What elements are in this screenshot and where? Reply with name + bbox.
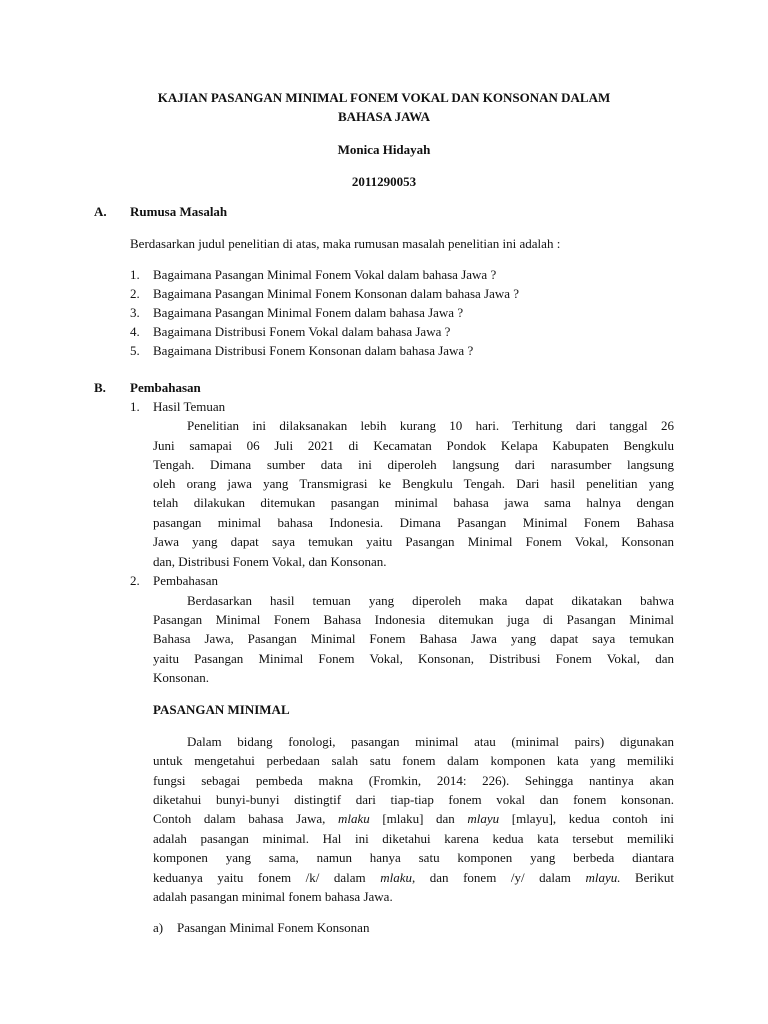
paragraph-line: Berdasarkan hasil temuan yang diperoleh maka dapat dikatakan bahwa: [187, 593, 674, 608]
subsection-number: 2.: [130, 573, 140, 588]
paragraph-line: yaitu Pasangan Minimal Fonem Vokal, Konsonan, Distribusi Fonem Vokal, dan: [153, 651, 674, 666]
list-item: Bagaimana Pasangan Minimal Fonem Konsonan dalam bahasa Jawa ?: [153, 286, 520, 301]
paragraph-line: Dalam bidang fonologi, pasangan minimal atau (minimal pairs) digunakan: [187, 734, 674, 749]
paragraph-line: Bahasa Jawa, Pasangan Minimal Fonem Bahasa Jawa yang dapat saya temukan: [153, 631, 674, 646]
paragraph-line: [153, 868, 674, 887]
paragraph-line: diketahui bunyi-bunyi distingtif dari tiap-tiap fonem vokal dan fonem konsonan.: [153, 792, 674, 807]
paragraph-line: Jawa yang dapat saya temukan yaitu Pasangan Minimal Fonem Vokal, Konsonan: [153, 534, 674, 549]
text-fragment: Berikut: [635, 870, 675, 885]
list-item: Bagaimana Pasangan Minimal Fonem dalam bahasa Jawa ?: [153, 305, 464, 320]
text-fragment: [mlayu], kedua contoh ini: [511, 811, 675, 826]
section-b-heading: Pembahasan: [130, 380, 201, 395]
paragraph-line: Penelitian ini dilaksanakan lebih kurang 10 hari. Terhitung dari tanggal 26: [187, 418, 674, 433]
paragraph-line: [153, 809, 674, 828]
text-fragment: Contoh dalam bahasa Jawa,: [153, 811, 326, 826]
italic-term: mlaku: [337, 811, 370, 826]
document-title-line-1: KAJIAN PASANGAN MINIMAL FONEM VOKAL DAN KONSONAN DALAM: [157, 90, 611, 105]
student-id: 2011290053: [351, 174, 417, 189]
text-fragment: keduanya yaitu fonem /k/ dalam: [153, 870, 366, 885]
sub-list-label: Pasangan Minimal Fonem Konsonan: [177, 920, 370, 935]
paragraph-line: fungsi sebagai pembeda makna (Fromkin, 2014: 226). Sehingga nantinya akan: [153, 773, 674, 788]
list-item-number: 2.: [130, 286, 140, 301]
italic-term: mlayu.: [585, 870, 621, 885]
paragraph-line: dan, Distribusi Fonem Vokal, dan Konsonan.: [153, 554, 387, 569]
paragraph-line: telah dilakukan ditemukan pasangan minimal bahasa jawa sama halnya dengan: [153, 495, 674, 510]
text-fragment: , dan fonem /y/ dalam: [412, 870, 571, 885]
subsection-number: 1.: [130, 399, 140, 414]
author-name: Monica Hidayah: [337, 142, 431, 157]
list-item: Bagaimana Distribusi Fonem Konsonan dalam bahasa Jawa ?: [153, 343, 474, 358]
subsection-label: Hasil Temuan: [153, 399, 226, 414]
paragraph-line: Tengah. Dimana sumber data ini diperoleh langsung dari narasumber langsung: [153, 457, 674, 472]
paragraph-line: Konsonan.: [153, 670, 209, 685]
section-a-intro: Berdasarkan judul penelitian di atas, maka rumusan masalah penelitian ini adalah :: [130, 236, 561, 251]
paragraph-line: pasangan minimal bahasa Indonesia. Dimana Pasangan Minimal Fonem Bahasa: [153, 515, 674, 530]
paragraph-line: Pasangan Minimal Fonem Bahasa Indonesia ditemukan juga di Pasangan Minimal: [153, 612, 674, 627]
text-fragment: [mlaku] dan: [382, 811, 455, 826]
paragraph-line: oleh orang jawa yang Transmigrasi ke Bengkulu Tengah. Dari hasil penelitian yang: [153, 476, 674, 491]
section-a-letter: A.: [94, 204, 107, 219]
list-item-number: 4.: [130, 324, 140, 339]
section-a-heading: Rumusa Masalah: [130, 204, 228, 219]
paragraph-line: komponen yang sama, namun hanya satu komponen yang berbeda diantara: [153, 850, 674, 865]
italic-term: mlaku: [380, 870, 412, 885]
paragraph-line: adalah pasangan minimal. Hal ini diketahui karena kedua kata tersebut memiliki: [153, 831, 674, 846]
paragraph-line: untuk mengetahui perbedaan salah satu fonem dalam komponen kata yang memiliki: [153, 753, 674, 768]
sub-list-letter: a): [153, 920, 164, 935]
list-item-number: 1.: [130, 267, 140, 282]
section-b-letter: B.: [94, 380, 106, 395]
pasangan-minimal-heading: PASANGAN MINIMAL: [153, 702, 290, 717]
paragraph-line: Juni samapai 06 Juli 2021 di Kecamatan Pondok Kelapa Kabupaten Bengkulu: [153, 438, 674, 453]
italic-term: mlayu: [467, 811, 500, 826]
list-item-number: 3.: [130, 305, 140, 320]
list-item-number: 5.: [130, 343, 140, 358]
document-title-line-2: BAHASA JAWA: [337, 109, 431, 124]
subsection-label: Pembahasan: [153, 573, 218, 588]
list-item: Bagaimana Distribusi Fonem Vokal dalam bahasa Jawa ?: [153, 324, 451, 339]
paragraph-line: adalah pasangan minimal fonem bahasa Jawa.: [153, 889, 393, 904]
list-item: Bagaimana Pasangan Minimal Fonem Vokal dalam bahasa Jawa ?: [153, 267, 497, 282]
